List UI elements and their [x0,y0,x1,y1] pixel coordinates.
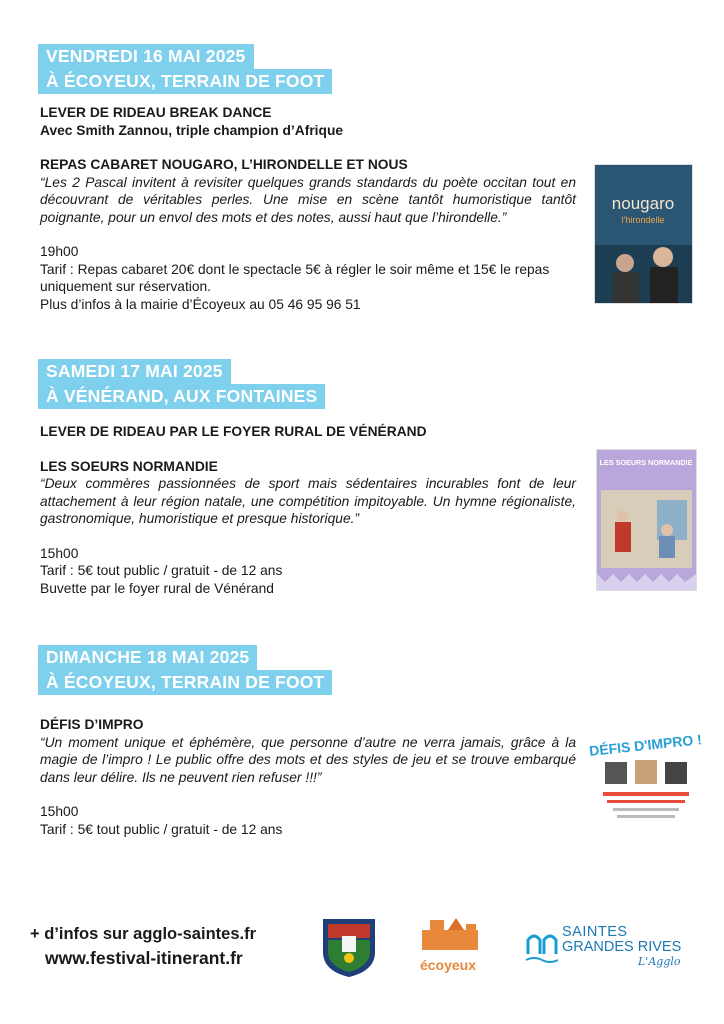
ecoyeux-logo-text: écoyeux [419,957,477,973]
event-3-show-title: DÉFIS D’IMPRO [40,717,144,732]
event-1-poster [594,164,693,304]
saintes-logo-line1: SAINTES [562,924,628,940]
event-3-poster [588,730,703,830]
event-2-info: Buvette par le foyer rural de Vénérand [40,580,274,596]
event-1-tarif: Tarif : Repas cabaret 20€ dont le spectacle 5€ à régler le soir même et 15€ le repas uniquement sur réservation. [40,261,550,294]
footer-agglo-link[interactable]: + d’infos sur agglo-saintes.fr [30,925,256,943]
event-3-date: DIMANCHE 18 MAI 2025 [38,645,257,670]
event-3-time: 15h00 [40,804,79,819]
event-2-show-title: LES SOEURS NORMANDIE [40,458,218,474]
event-3-header [38,645,332,695]
event-2-header [38,359,325,409]
event-2-date: SAMEDI 17 MAI 2025 [38,359,231,384]
event-1-place: À ÉCOYEUX, TERRAIN DE FOOT [38,69,332,94]
event-1-body [40,104,576,313]
event-3-place: À ÉCOYEUX, TERRAIN DE FOOT [38,670,332,695]
event-1-info: Plus d’infos à la mairie d’Écoyeux au 05 46 95 96 51 [40,296,361,312]
event-3-body [40,716,576,838]
nougaro-poster-subtitle: l'hirondelle [621,215,665,225]
saintes-logo-line2: GRANDES RIVES [562,939,682,955]
event-2-opener-title: LEVER DE RIDEAU PAR LE FOYER RURAL DE VÉNÉRAND [40,424,427,439]
event-2-body [40,423,576,597]
ecoyeux-logo [408,914,488,976]
event-1-time: 19h00 [40,244,79,259]
event-2-poster [596,449,697,591]
footer-festival-link[interactable]: www.festival-itinerant.fr [45,948,243,968]
nougaro-poster-image [595,165,692,303]
saintes-waves-icon [526,930,558,964]
event-1-quote: “Les 2 Pascal invitent à revisiter quelques grands standards du poète occitan tout en découvrant de véritables perles. Une mise en scène tantôt humoristique tantôt poignante, pour un envol des mots et des notes, aussi haut que l’hirondelle.” [40,174,576,225]
event-1-show-title: REPAS CABARET NOUGARO, L’HIRONDELLE ET NOUS [40,157,408,172]
event-3-tarif: Tarif : 5€ tout public / gratuit - de 12 ans [40,821,283,837]
saintes-grandes-rives-logo [526,924,696,974]
event-1-header [38,44,332,94]
event-2-tarif: Tarif : 5€ tout public / gratuit - de 12 ans [40,563,283,578]
soeurs-poster-title: LES SOEURS NORMANDIE [599,458,693,467]
event-2-time: 15h00 [40,545,79,561]
saintes-logo-line3: L'Agglo [638,955,681,968]
event-1-opener-sub: Avec Smith Zannou, triple champion d’Afrique [40,122,344,138]
event-1-date: VENDREDI 16 MAI 2025 [38,44,254,69]
event-2-quote: “Deux commères passionnées de sport mais sédentaires incurables font de leur attachement à leur région natale, une compétition impitoyable. Un hymne régionaliste, gastronomique, humoristique et presque historique.” [40,476,576,526]
nougaro-poster-title: nougaro [611,194,675,213]
defis-impro-poster-image [588,730,703,830]
event-2-place: À VÉNÉRAND, AUX FONTAINES [38,384,325,409]
soeurs-normandie-poster-image [597,450,696,590]
ecoyeux-logo-graphic [408,914,488,954]
defis-poster-title: DÉFIS D'IMPRO ! [588,731,703,759]
coat-of-arms-logo [322,918,376,978]
event-3-quote: “Un moment unique et éphémère, que personne d’autre ne verra jamais, grâce à la magie de l’impro ! Le public offre des mots et des styles de jeu et se trouve embarqué dans leur délire. Ils ne peuvent rien refuser !!!” [40,734,576,785]
event-1-opener-title: LEVER DE RIDEAU BREAK DANCE [40,105,272,120]
